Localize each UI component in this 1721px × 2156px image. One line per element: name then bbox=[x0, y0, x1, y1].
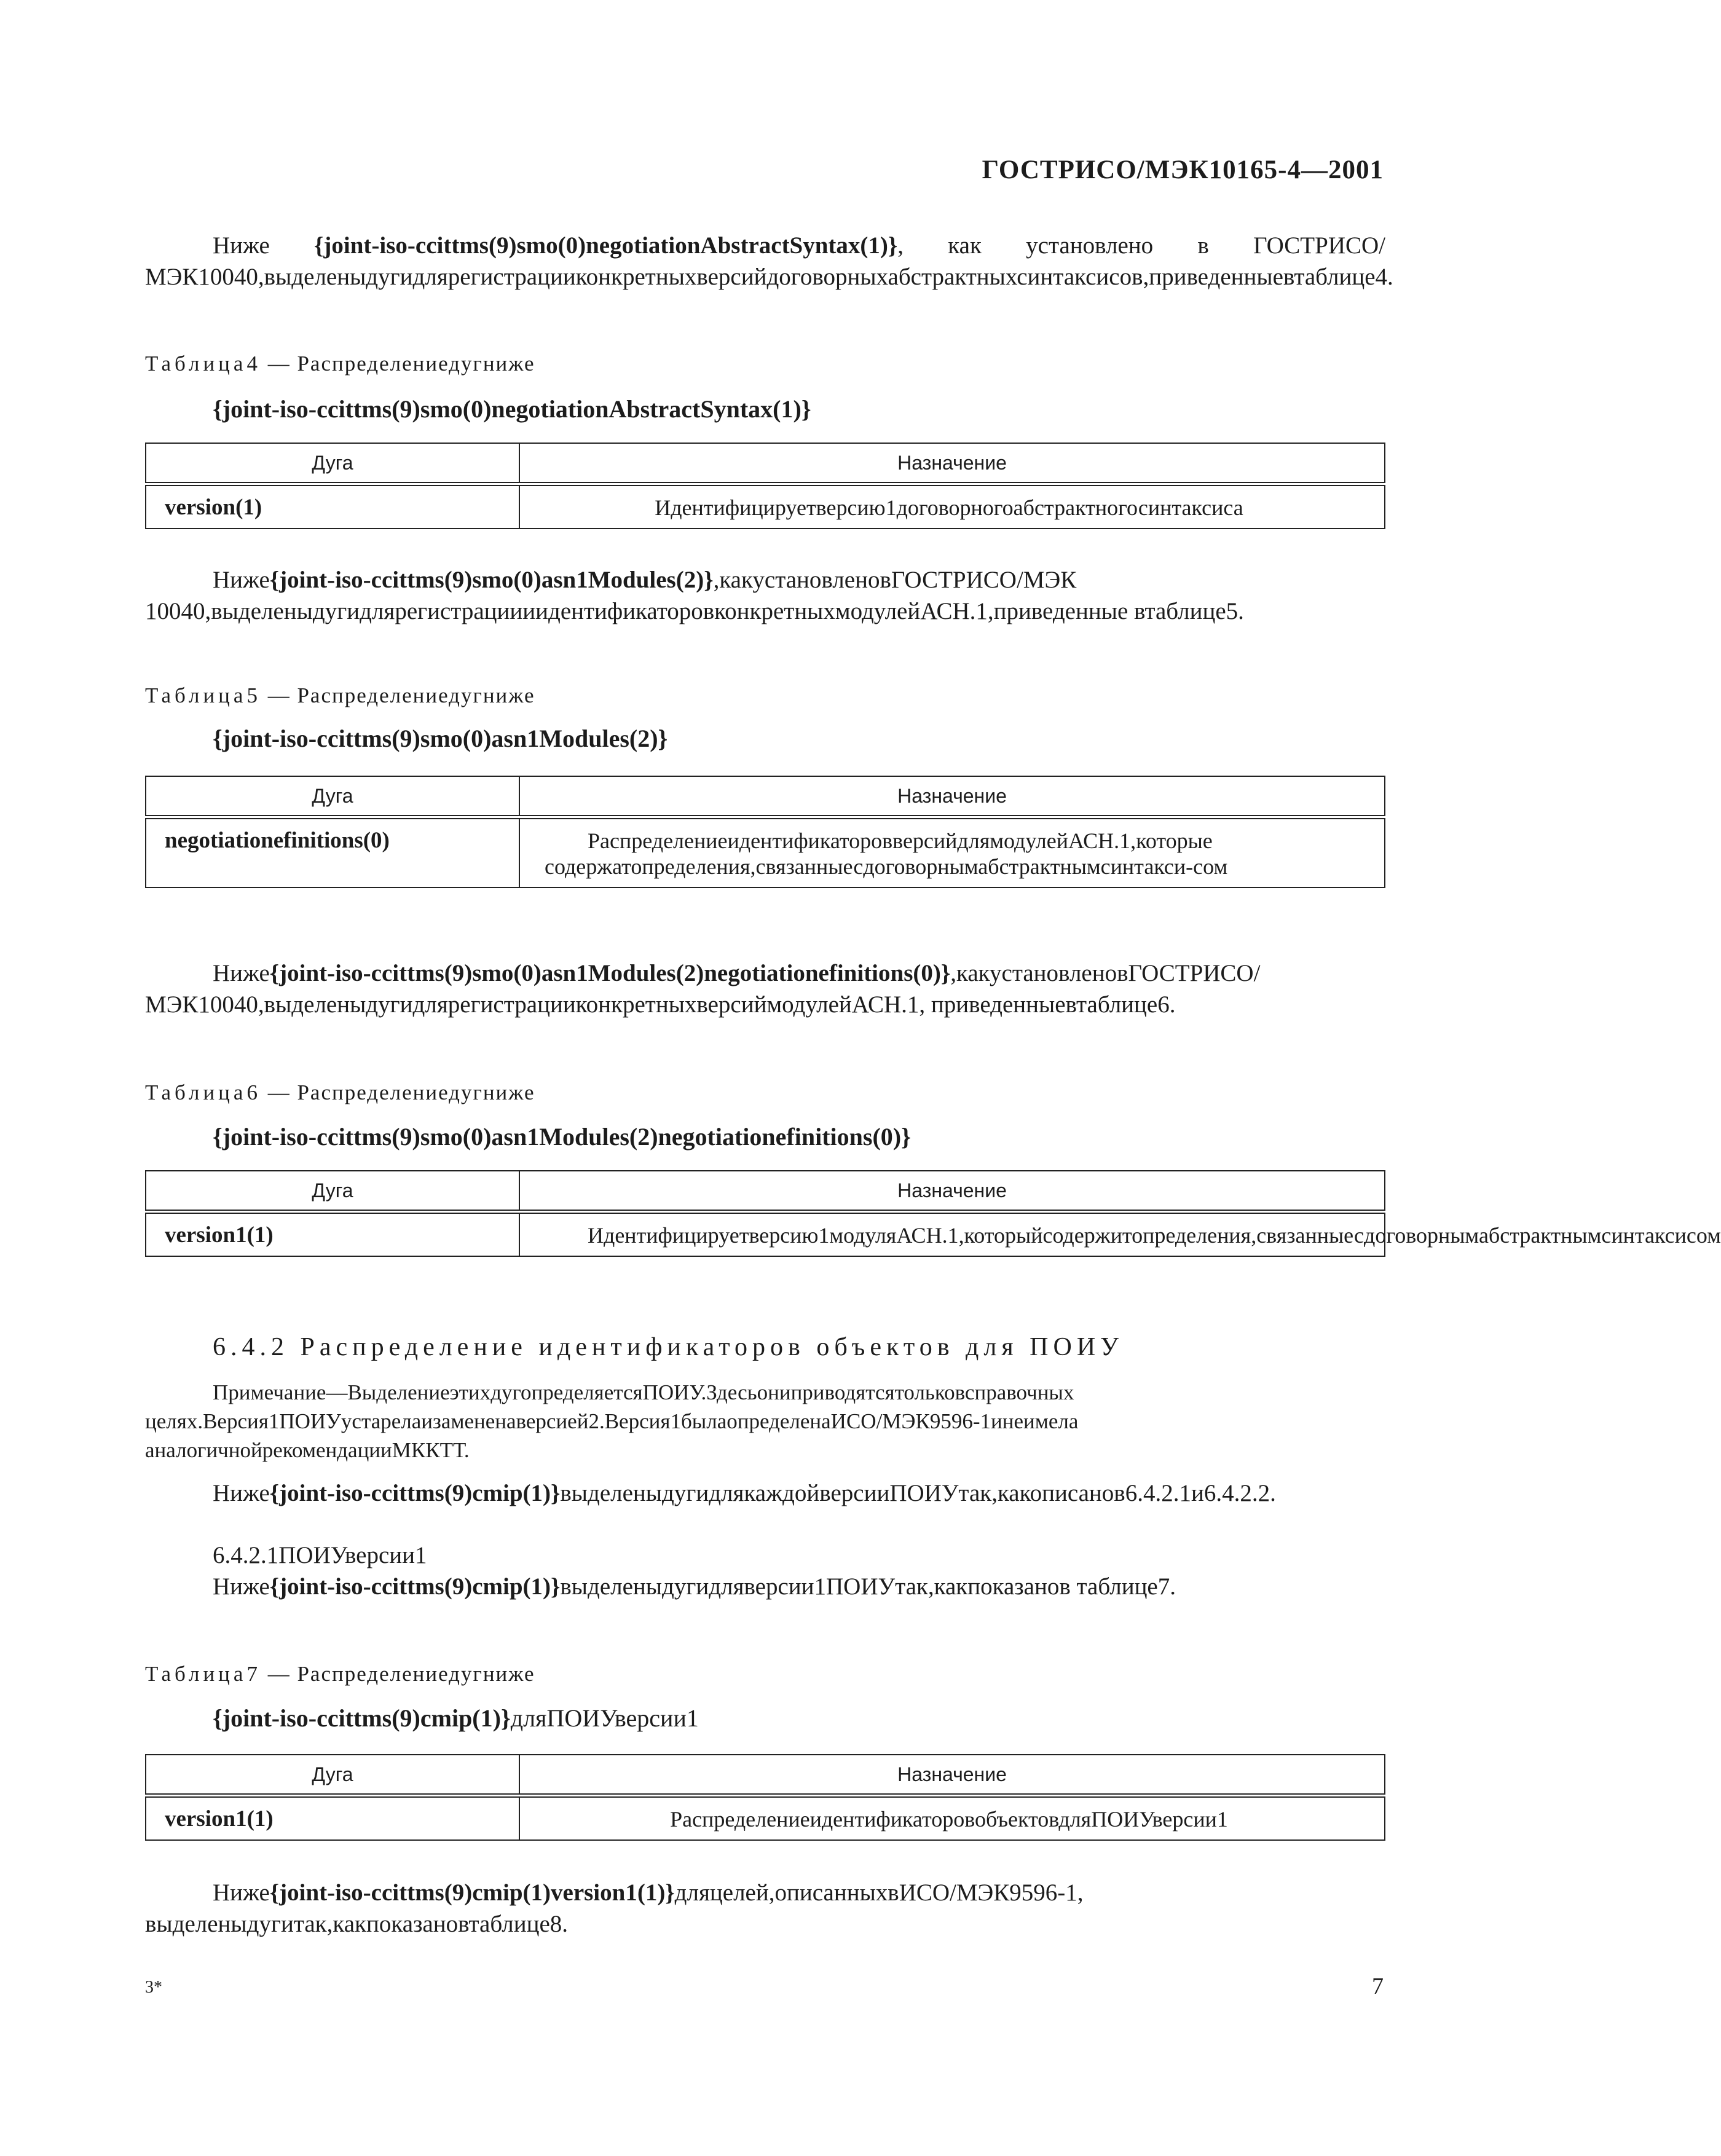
arc-cell: version1(1) bbox=[146, 1212, 519, 1257]
section-heading: 6.4.2 Распределение идентификаторов объектов для ПОИУ bbox=[213, 1333, 1124, 1361]
column-header-arc: Дуга bbox=[146, 443, 519, 484]
table-6-caption: Таблица6 — Распределениедугниже bbox=[145, 1080, 535, 1104]
oid-code: {joint-iso-ccittms(9)smo(0)asn1Modules(2)} bbox=[269, 567, 714, 593]
column-header-arc: Дуга bbox=[146, 1171, 519, 1212]
table-4 bbox=[145, 443, 1385, 529]
page-number: 7 bbox=[1372, 1973, 1384, 1999]
table-row bbox=[146, 484, 1385, 529]
oid-code: {joint-iso-ccittms(9)cmip(1)version1(1)} bbox=[269, 1879, 675, 1906]
arc-cell: version1(1) bbox=[146, 1796, 519, 1841]
table-7 bbox=[145, 1754, 1385, 1841]
column-header-purpose: Назначение bbox=[519, 443, 1385, 484]
table-5 bbox=[145, 776, 1385, 888]
paragraph-3: Ниже{joint-iso-ccittms(9)smo(0)asn1Modules(2)negotiationefinitions(0)},какустановленовГОСТРИСО/МЭК10040,выделеныдугидлярегистрацииконкретныхверсиймодулейАСН.1, приведенныевтаблице6. bbox=[145, 960, 1261, 1018]
sheet-mark: 3* bbox=[145, 1978, 162, 1997]
paragraph-5: Ниже{joint-iso-ccittms(9)cmip(1)}выделеныдугидляверсии1ПОИУтак,какпоказанов таблице7. bbox=[213, 1573, 1176, 1600]
purpose-cell: Идентифицируетверсию1модуляАСН.1,которыйсодержитопределения,связанныесдоговорнымабстрактнымсинтаксисом bbox=[519, 1212, 1385, 1257]
subsection-heading: 6.4.2.1ПОИУверсии1 bbox=[213, 1542, 427, 1568]
oid-code: {joint-iso-ccittms(9)smo(0)asn1Modules(2)negotiationefinitions(0)} bbox=[269, 960, 951, 986]
paragraph-1: Ниже {joint-iso-ccittms(9)smo(0)negotiationAbstractSyntax(1)}, как установлено в ГОСТРИСО/МЭК10040,выделеныдугидлярегистрацииконкретныхверсийдоговорныхабстрактныхсинтаксисов,приведенныевтаблице4. bbox=[145, 232, 1393, 290]
oid-code: {joint-iso-ccittms(9)cmip(1)} bbox=[269, 1573, 561, 1600]
paragraph-2: Ниже{joint-iso-ccittms(9)smo(0)asn1Modules(2)},какустановленовГОСТРИСО/МЭК 10040,выделеныдугидлярегистрациииидентификаторовконкретныхмодулейАСН.1,приведенные втаблице5. bbox=[145, 567, 1244, 624]
column-header-purpose: Назначение bbox=[519, 776, 1385, 817]
table-6 bbox=[145, 1170, 1721, 1257]
note: Примечание—ВыделениеэтихдугопределяетсяПОИУ.Здесьониприводятсятольковсправочных целях.Версия1ПОИУустарелаизамененаверсией2.Версия1былаопределенаИСО/МЭК9596-1инеимела аналогичнойрекомендацииМККТТ. bbox=[145, 1380, 1079, 1462]
table-row bbox=[146, 1212, 1385, 1257]
table-4-subcaption: {joint-iso-ccittms(9)smo(0)negotiationAbstractSyntax(1)} bbox=[213, 395, 811, 423]
document-header: ГОСТРИСО/МЭК10165-4—2001 bbox=[982, 155, 1384, 184]
paragraph-6: Ниже{joint-iso-ccittms(9)cmip(1)version1(1)}дляцелей,описанныхвИСО/МЭК9596-1, выделеныдугитак,какпоказановтаблице8. bbox=[145, 1879, 1084, 1937]
table-4-caption: Таблица4 — Распределениедугниже bbox=[145, 352, 535, 376]
oid-code: {joint-iso-ccittms(9)cmip(1)} bbox=[269, 1480, 561, 1506]
purpose-cell: РаспределениеидентификаторовверсийдлямодулейАСН.1,которые содержатопределения,связанныесдоговорнымабстрактнымсинтакси-сом bbox=[519, 817, 1385, 888]
table-6-subcaption: {joint-iso-ccittms(9)smo(0)asn1Modules(2)negotiationefinitions(0)} bbox=[213, 1123, 911, 1151]
oid-code: {joint-iso-ccittms(9)smo(0)negotiationAbstractSyntax(1)} bbox=[314, 232, 898, 259]
table-7-subcaption: {joint-iso-ccittms(9)cmip(1)}дляПОИУверсии1 bbox=[213, 1704, 699, 1732]
arc-cell: negotiationefinitions(0) bbox=[146, 817, 519, 888]
table-5-caption: Таблица5 — Распределениедугниже bbox=[145, 683, 535, 707]
arc-cell: version(1) bbox=[146, 484, 519, 529]
column-header-arc: Дуга bbox=[146, 1755, 519, 1796]
table-row bbox=[146, 1796, 1385, 1841]
table-row bbox=[146, 817, 1385, 888]
table-7-caption: Таблица7 — Распределениедугниже bbox=[145, 1662, 535, 1686]
purpose-cell: РаспределениеидентификаторовобъектовдляПОИУверсии1 bbox=[519, 1796, 1385, 1841]
column-header-purpose: Назначение bbox=[519, 1755, 1385, 1796]
purpose-cell: Идентифицируетверсию1договорногоабстрактногосинтаксиса bbox=[519, 484, 1385, 529]
column-header-purpose: Назначение bbox=[519, 1171, 1385, 1212]
column-header-arc: Дуга bbox=[146, 776, 519, 817]
paragraph-4: Ниже{joint-iso-ccittms(9)cmip(1)}выделеныдугидлякаждойверсииПОИУтак,какописанов6.4.2.1и6.4.2.2. bbox=[213, 1480, 1276, 1506]
table-5-subcaption: {joint-iso-ccittms(9)smo(0)asn1Modules(2)} bbox=[213, 725, 668, 752]
